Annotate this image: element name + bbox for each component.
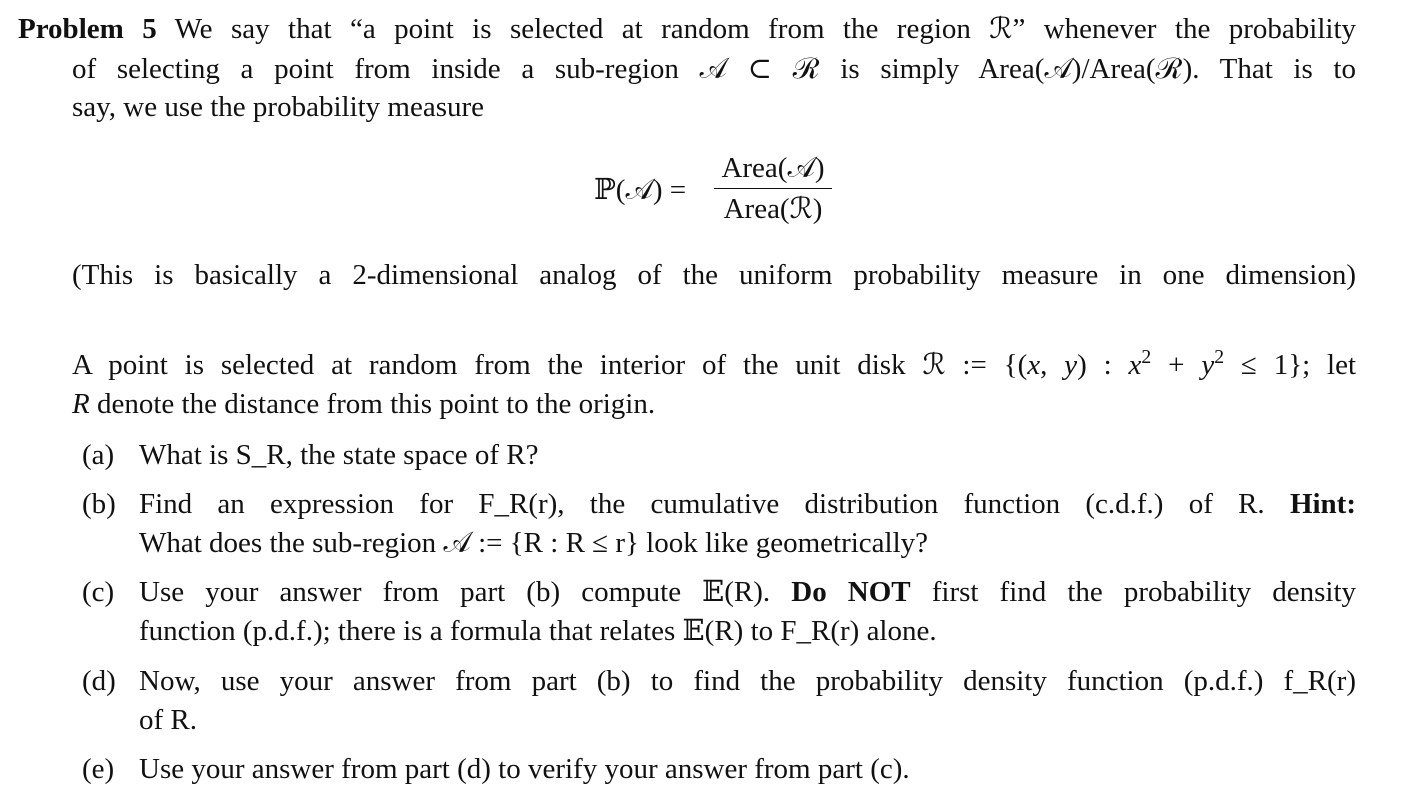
analog-note: (This is basically a 2-dimensional analog of the uniform probability measure in one dimension)	[72, 259, 1356, 291]
part-b-line-1: Find an expression for F_R(r), the cumulative distribution function (c.d.f.) of R. Hint:	[139, 488, 1356, 520]
part-c-line-1: Use your answer from part (b) compute 𝔼(R). Do NOT first find the probability density	[139, 576, 1357, 608]
problem-label: Problem 5	[18, 13, 157, 45]
equation-lhs: ℙ(𝒜) =	[594, 174, 687, 206]
intro-text-3: say, we use the probability measure	[72, 91, 485, 123]
part-c-line-2: function (p.d.f.); there is a formula that relates 𝔼(R) to F_R(r) alone.	[139, 615, 937, 647]
setup-line-1: A point is selected at random from the interior of the unit disk ℛ := {(x, y) : $x^2 + y^2 \le 1$}; let	[72, 346, 1357, 381]
intro-line-2	[72, 52, 1356, 86]
intro-text-1: We say that “a point is selected at random from the region ℛ” whenever the probability	[174, 13, 1356, 45]
part-a-label: (a)	[82, 439, 115, 471]
intro-line-3	[72, 90, 484, 124]
part-d-line-1: Now, use your answer from part (b) to find the probability density function (p.d.f.) f_R(r)	[139, 665, 1356, 697]
do-not-emphasis: Do NOT	[791, 576, 911, 608]
intro-line-1	[18, 12, 1356, 46]
part-e-text: Use your answer from part (d) to verify your answer from part (c).	[139, 753, 910, 785]
fraction-numerator: Area(𝒜)	[721, 152, 825, 184]
part-a-text: What is S_R, the state space of R?	[139, 439, 539, 471]
part-d-label: (d)	[82, 665, 116, 697]
setup-line-2: R denote the distance from this point to the origin.	[72, 388, 656, 420]
fraction-denominator: Area(ℛ)	[723, 193, 823, 225]
intro-text-2: of selecting a point from inside a sub-region 𝒜 ⊂ ℛ is simply Area(𝒜)/Area(ℛ). That is to	[72, 53, 1356, 85]
part-c-label: (c)	[82, 576, 115, 608]
part-b-label: (b)	[82, 488, 116, 520]
part-e-label: (e)	[82, 753, 115, 785]
part-b-line-2: What does the sub-region 𝒜 := {R : R ≤ r} look like geometrically?	[139, 527, 929, 559]
part-d-line-2: of R.	[139, 704, 197, 736]
equation-fraction	[714, 150, 832, 227]
fraction-bar	[714, 188, 832, 189]
hint-label: Hint:	[1289, 488, 1356, 520]
